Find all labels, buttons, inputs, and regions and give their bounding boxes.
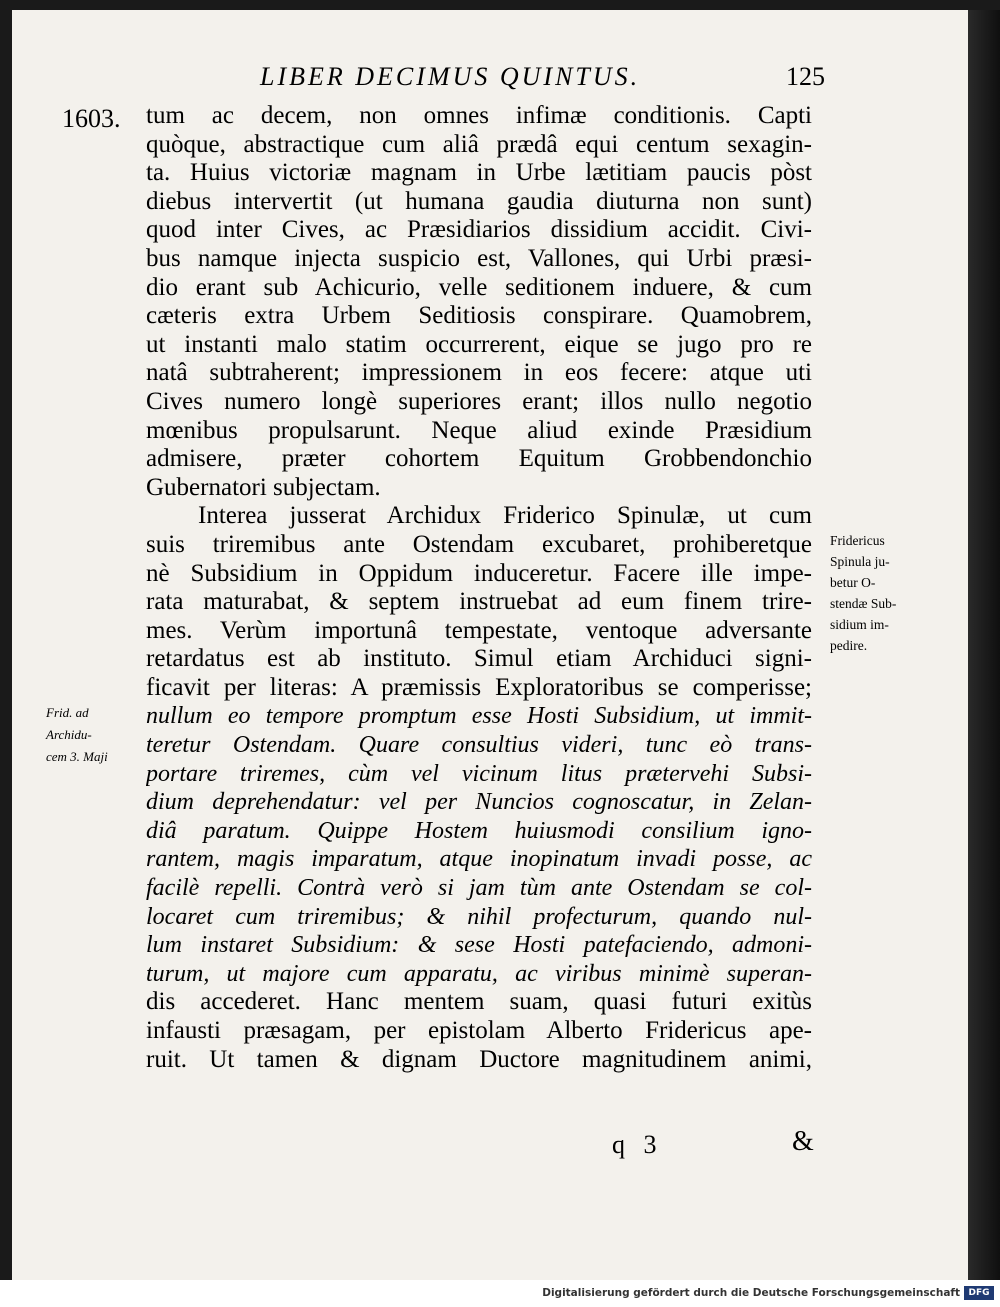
text-line: suis triremibus ante Ostendam excubaret, prohiberetque bbox=[146, 530, 812, 558]
text-line: quod inter Cives, ac Præsidiarios dissidium accidit. Civi- bbox=[146, 216, 812, 244]
scan-edge bbox=[968, 10, 1000, 1280]
text-line: ficavit per literas: A præmissis Exploratoribus se comperisse; bbox=[146, 673, 812, 701]
text-line: Interea jusserat Archidux Friderico Spinulæ, ut cum bbox=[198, 502, 812, 530]
margin-note-line: sidium im- bbox=[830, 617, 889, 632]
margin-note-line: Archidu- bbox=[46, 727, 92, 742]
margin-note-line: cem 3. Maji bbox=[46, 749, 108, 764]
text-line: teretur Ostendam. Quare consultius videri, tunc eò trans- bbox=[146, 732, 812, 759]
text-line: admisere, præter cohortem Equitum Grobbendonchio bbox=[146, 445, 812, 473]
text-line: diebus intervertit (ut humana gaudia diuturna non sunt) bbox=[146, 187, 812, 215]
text-line: rata maturabat, & septem instruebat ad eum finem trire- bbox=[146, 588, 812, 616]
margin-note-line: betur O- bbox=[830, 575, 876, 590]
margin-note-line: Spinula ju- bbox=[830, 554, 890, 569]
text-line: Cives numero longè superiores erant; illos nullo negotio bbox=[146, 387, 812, 415]
text-line: natâ subtraherent; impressionem in eos fecere: atque uti bbox=[146, 359, 812, 387]
text-line: locaret cum triremibus; & nihil profecturum, quando nul- bbox=[146, 903, 812, 930]
margin-note-left bbox=[46, 702, 142, 768]
footer-credit: Digitalisierung gefördert durch die Deutsche Forschungsgemeinschaft bbox=[542, 1287, 960, 1299]
text-line: facilè repelli. Contrà verò si jam tùm ante Ostendam se col- bbox=[146, 875, 812, 902]
text-line: mes. Verùm importunâ tempestate, ventoque adversante bbox=[146, 616, 812, 644]
text-line: cæteris extra Urbem Seditiosis conspirare. Quamobrem, bbox=[146, 302, 812, 330]
text-line: bus namque injecta suspicio est, Vallones, qui Urbi præsi- bbox=[146, 244, 812, 272]
text-line: infausti præsagam, per epistolam Alberto Fridericus ape- bbox=[146, 1017, 812, 1044]
text-line: quòque, abstractique cum aliâ prædâ equi centum sexagin- bbox=[146, 130, 812, 158]
margin-note-line: stendæ Sub- bbox=[830, 596, 897, 611]
text-line: ruit. Ut tamen & dignam Ductore magnitudinem animi, bbox=[146, 1045, 812, 1073]
text-line: nullum eo tempore promptum esse Hosti Subsidium, ut immit- bbox=[146, 703, 812, 730]
body-text bbox=[146, 102, 812, 1074]
text-line: dio erant sub Achicurio, velle seditionem induere, & cum bbox=[146, 273, 812, 301]
running-head: LIBER DECIMUS QUINTUS. bbox=[260, 62, 641, 91]
page-number: 125 bbox=[786, 62, 825, 91]
dfg-logo: DFG bbox=[964, 1286, 994, 1300]
text-line: rantem, magis imparatum, atque inopinatum invadi posse, ac bbox=[146, 846, 812, 873]
text-line: lum instaret Subsidium: & sese Hosti patefaciendo, admoni- bbox=[146, 932, 812, 959]
margin-note-line: Fridericus bbox=[830, 533, 885, 548]
text-line: diâ paratum. Quippe Hostem huiusmodi consilium igno- bbox=[146, 817, 812, 844]
margin-note-line: Frid. ad bbox=[46, 705, 89, 720]
text-line: ta. Huius victoriæ magnam in Urbe lætitiam paucis pòst bbox=[146, 159, 812, 187]
text-line: tum ac decem, non omnes infimæ conditionis. Capti bbox=[146, 102, 812, 129]
text-line: ut instanti malo statim occurrerent, eique se jugo pro re bbox=[146, 330, 812, 358]
catchword: & bbox=[792, 1126, 814, 1157]
text-line: dis accederet. Hanc mentem suam, quasi futuri exitùs bbox=[146, 988, 812, 1016]
margin-note-right bbox=[830, 530, 940, 656]
text-line: retardatus est ab instituto. Simul etiam Archiduci signi- bbox=[146, 645, 812, 673]
text-line: turum, ut majore cum apparatu, ac viribus minimè superan- bbox=[146, 960, 812, 987]
margin-note-line: pedire. bbox=[830, 638, 868, 653]
text-line: Gubernatori subjectam. bbox=[146, 473, 381, 501]
margin-year: 1603. bbox=[62, 104, 121, 133]
text-line: nè Subsidium in Oppidum induceretur. Facere ille impe- bbox=[146, 559, 812, 587]
text-line: portare triremes, cùm vel vicinum litus prætervehi Subsi- bbox=[146, 760, 812, 787]
signature-mark: q 3 bbox=[612, 1130, 663, 1159]
footer-bar bbox=[0, 1280, 1000, 1307]
text-line: dium deprehendatur: vel per Nuncios cognoscatur, in Zelan- bbox=[146, 789, 812, 816]
text-line: mœnibus propulsarunt. Neque aliud exinde Præsidium bbox=[146, 416, 812, 444]
